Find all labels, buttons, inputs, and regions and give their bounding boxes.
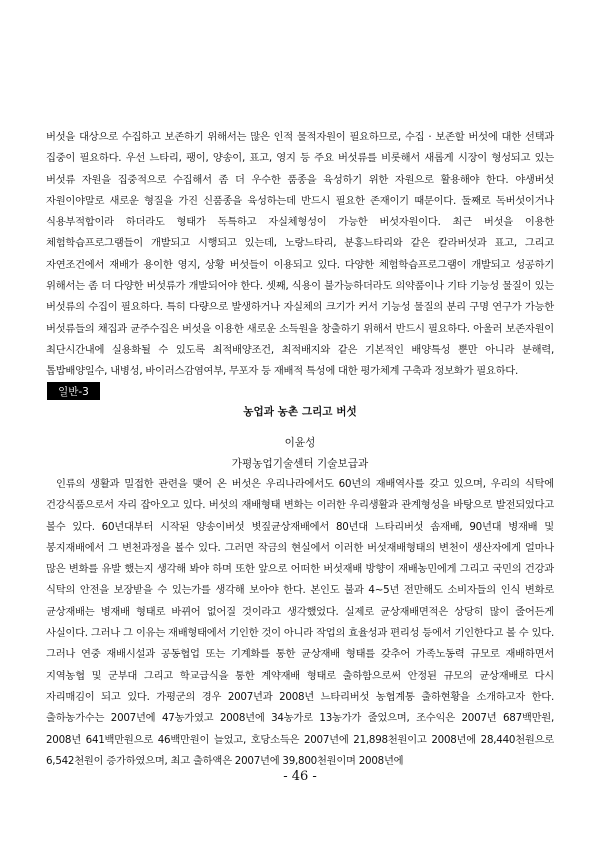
body-paragraph-mushroom-collection: 버섯을 대상으로 수집하고 보존하기 위해서는 많은 인적 물적자원이 필요하므로, 수집 · 보존할 버섯에 대한 선택과 집중이 필요하다. 우선 느타리, 팽이, 양송이, 표고, 영지 등 주요 버섯류를 비롯해서 새롭게 시장이 형성되고 있는 버섯류 자원을 집중적으로 수집해서 좀 더 우수한 품종을 육성하기 위한 자원으로 활용해야 한다. 야생버섯 자원이야말로 새로운 형질을 가진 신품종을 육성하는데 반드시 필요한 존재이기 때문이다. 둘째로 독버섯이거나 식용부적합이라 하더라도 형태가 독특하고 자실체형성이 가능한 버섯자원이다. 최근 버섯을 이용한 체험학습프로그램들이 개발되고 시행되고 있는데, 노랑느타리, 분홍느타리와 같은 칼라버섯과 표고, 그리고 자연조건에서 재배가 용이한 영지, 상황 버섯들이 이용되고 있다. 다양한 체험학습프로그램이 개발되고 성공하기 위해서는 좀 더 다양한 버섯류가 개발되어야 한다. 셋째, 식용이 불가능하더라도 의약품이나 기타 기능성 물질이 있는 버섯류의 수집이 필요하다. 특히 다량으로 발생하거나 자실체의 크기가 커서 기능성 물질의 분리 구명 연구가 가능한 버섯류들의 채집과 균주수집은 버섯을 이용한 새로운 소득원을 창출하기 위해서 반드시 필요하다. 아울러 보존자원이 최단시간내에 실용화될 수 있도록 최적배양조건, 최적배지와 같은 기본적인 배양특성 뿐만 아니라 분해력, 톱밥배양일수, 내병성, 바이러스감염여부, 무포자 등 재배적 특성에 대한 평가체계 구축과 정보화가 필요하다.: [46, 131, 554, 378]
page-number: - 46 -: [283, 769, 317, 784]
article-title: 농업과 농촌 그리고 버섯: [243, 406, 357, 418]
article-affiliation: 가평농업기술센터 기술보급과: [231, 458, 369, 470]
body-paragraph-agriculture: 인류의 생활과 밀접한 관련을 맺어 온 버섯은 우리나라에서도 60년의 재배역사를 갖고 있으며, 우리의 식탁에 건강식품으로서 자리 잡아오고 있다. 버섯의 재배형태 변화는 이러한 우리생활과 관계형성을 바탕으로 발전되었다고 볼수 있다. 60년대부터 시작된 양송이버섯 볏짚균상재배에서 80년대 느타리버섯 솜재배, 90년대 병재배 및 봉지재배에서 그 변천과정을 볼수 있다. 그러면 작금의 현실에서 이러한 버섯재배형태의 변천이 생산자에게 얼마나 많은 변화를 유발 했는지 생각해 봐야 하며 또한 앞으로 어떠한 버섯재배 방향이 재배농민에게 그리고 국민의 건강과 식탁의 안전을 보장받을 수 있는가를 생각해 보아야 한다. 본인도 불과 4~5년 전만해도 소비자들의 인식 변화로 균상재배는 병재배 형태로 바뀌어 없어질 것이라고 생각했었다. 실제로 균상재배면적은 상당히 많이 줄어든게 사실이다. 그러나 그 이유는 재배형태에서 기인한 것이 아니라 작업의 효율성과 편리성 등에서 기인한다고 볼 수 있다. 그러나 연중 재배시설과 공동협업 또는 기계화를 통한 균상재배 형태를 갖추어 가족노동력 규모로 재배하면서 지역농협 및 군부대 그리고 학교급식을 통한 계약재배 형태로 출하함으로써 안정된 규모의 균상재배로 다시 자리매김이 되고 있다. 가평군의 경우 2007년과 2008년 느타리버섯 농협계통 출하현황을 소개하고자 한다. 출하농가수는 2007년에 47농가였고 2008년에 34농가로 13농가가 줄었으며, 조수익은 2007년 687백만원, 2008년 641백만원으로 46백만원이 늘었고, 호당소득은 2007년에 21,898천원이고 2008년에 28,440천원으로 6,542천원이 증가하였으며, 최고 출하액은 2007년에 39,800천원이며 2008년에: [46, 478, 554, 767]
article-author: 이윤성: [284, 437, 316, 449]
section-badge: 일반-3: [47, 382, 100, 400]
